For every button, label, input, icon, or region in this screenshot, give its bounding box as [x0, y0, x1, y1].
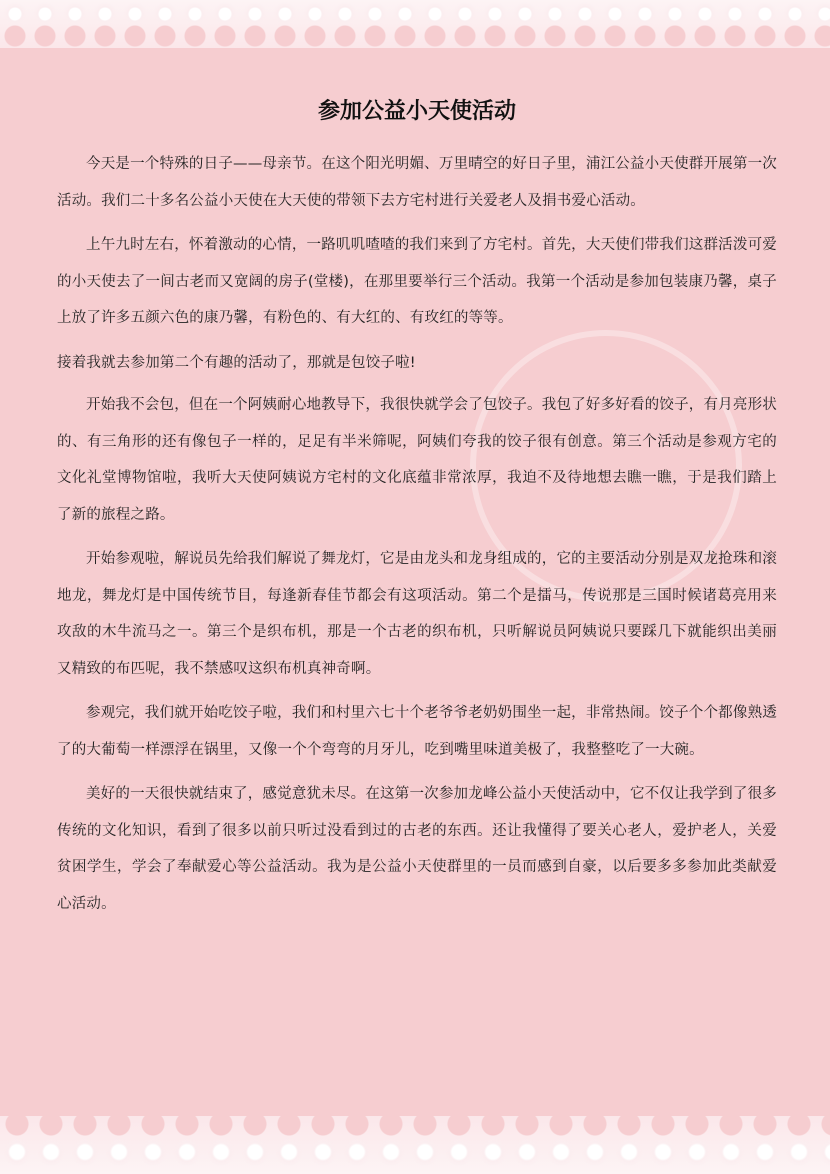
document-body [57, 92, 777, 930]
lace-border-bottom [0, 1116, 830, 1174]
paragraph-6: 参观完，我们就开始吃饺子啦，我们和村里六七十个老爷爷老奶奶围坐一起，非常热闹。饺子个个都像熟透了的大葡萄一样漂浮在锅里，又像一个个弯弯的月牙儿，吃到嘴里味道美极了，我整整吃了一大碗。 [57, 705, 777, 758]
lace-border-top [0, 0, 830, 48]
paragraph-7: 美好的一天很快就结束了，感觉意犹未尽。在这第一次参加龙峰公益小天使活动中，它不仅让我学到了很多传统的文化知识，看到了很多以前只听过没看到过的古老的东西。还让我懂得了要关心老人，爱护老人，关爱贫困学生，学会了奉献爱心等公益活动。我为是公益小天使群里的一员而感到自豪，以后要多多参加此类献爱心活动。 [57, 786, 777, 912]
document-title: 参加公益小天使活动 [317, 99, 516, 124]
paragraph-5: 开始参观啦，解说员先给我们解说了舞龙灯，它是由龙头和龙身组成的，它的主要活动分别是双龙抢珠和滚地龙，舞龙灯是中国传统节目，每逢新春佳节都会有这项活动。第二个是擂马，传说那是三国时候诸葛亮用来攻敌的木牛流马之一。第三个是织布机，那是一个古老的织布机，只听解说员阿姨说只要踩几下就能织出美丽又精致的布匹呢，我不禁感叹这织布机真神奇啊。 [57, 551, 777, 677]
paragraph-1: 今天是一个特殊的日子——母亲节。在这个阳光明媚、万里晴空的好日子里，浦江公益小天使群开展第一次活动。我们二十多名公益小天使在大天使的带领下去方宅村进行关爱老人及捐书爱心活动。 [57, 156, 777, 209]
paragraph-2: 上午九时左右，怀着激动的心情，一路叽叽喳喳的我们来到了方宅村。首先，大天使们带我们这群活泼可爱的小天使去了一间古老而又宽阔的房子(堂楼)，在那里要举行三个活动。我第一个活动是参加包装康乃馨，桌子上放了许多五颜六色的康乃馨，有粉色的、有大红的、有玫红的等等。 [57, 237, 777, 326]
paragraph-4: 开始我不会包，但在一个阿姨耐心地教导下，我很快就学会了包饺子。我包了好多好看的饺子，有月亮形状的、有三角形的还有像包子一样的，足足有半米筛呢，阿姨们夸我的饺子很有创意。第三个活动是参观方宅的文化礼堂博物馆啦，我听大天使阿姨说方宅村的文化底蕴非常浓厚，我迫不及待地想去瞧一瞧，于是我们踏上了新的旅程之路。 [57, 397, 777, 523]
paragraph-3: 接着我就去参加第二个有趣的活动了，那就是包饺子啦! [57, 354, 416, 371]
